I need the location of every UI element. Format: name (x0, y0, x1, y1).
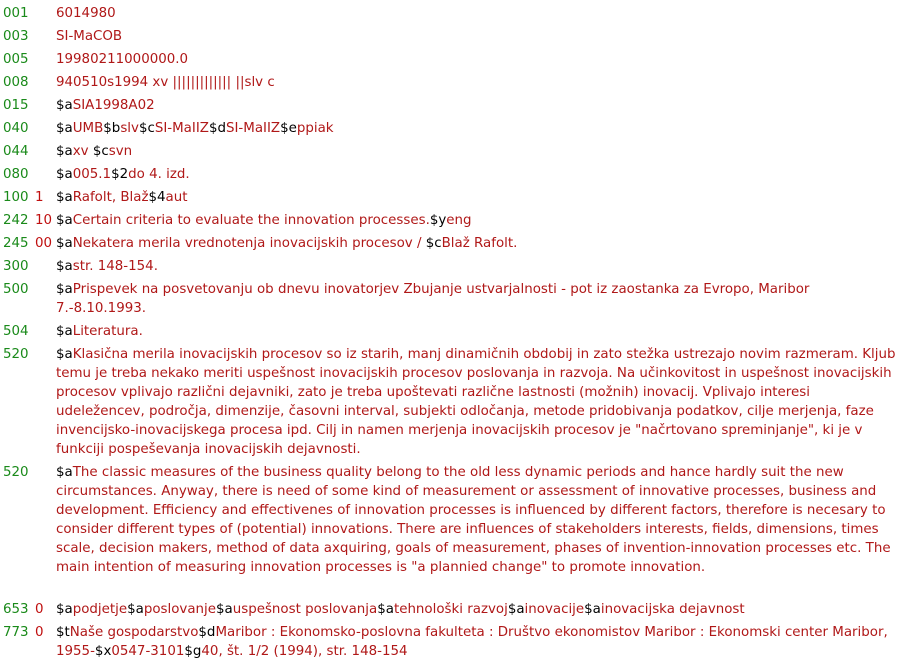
field-content (56, 234, 900, 253)
field-tag: 080 (3, 167, 29, 182)
field-content (56, 96, 900, 115)
field-content (56, 600, 900, 619)
field-tag: 504 (3, 324, 29, 339)
subfield-value: 6014980 (56, 6, 116, 21)
subfield-value: eng (446, 213, 472, 228)
subfield-value: Literatura. (72, 324, 143, 339)
subfield-value: The classic measures of the business quality belong to the old less dynamic periods and hance hardly suit the new circumstances. Anyway, there is need of some kind of measurement or assessment of innovative processes, business and development. Efficiency and effectivenes of innovation processes is influenced by different factors, therefore is necesary to consider different types of (potential) innovations. There are influences of stakeholders interests, fields, dimensions, times scale, decision makers, method of data axquiring, goals of measurement, phases of invention-innovation processes etc. The main intention of measuring innovation processes is "a plannied change" to promote innovation. (56, 465, 891, 576)
field-tag: 008 (3, 75, 29, 90)
subfield-value: SI-MaIIZ (225, 121, 281, 136)
field-tag: 520 (3, 347, 29, 362)
subfield-value: Prispevek na posvetovanju ob dnevu inovatorjev Zbujanje ustvarjalnosti - pot iz zaostanka za Evropo, Maribor 7.-8.10.1993. (56, 282, 810, 317)
field-content (56, 463, 900, 578)
subfield-code: $c (425, 236, 442, 251)
field-content (56, 73, 900, 92)
subfield-value: UMB (72, 121, 104, 136)
field-indicators: 0 (35, 625, 44, 640)
subfield-code: $4 (148, 190, 166, 205)
subfield-code: $b (103, 121, 121, 136)
subfield-value: Blaž Rafolt. (441, 236, 518, 251)
subfield-code: $a (56, 144, 73, 159)
subfield-value: aut (165, 190, 188, 205)
subfield-value: Certain criteria to evaluate the innovation processes. (72, 213, 430, 228)
subfield-code: $a (584, 602, 601, 617)
field-indicators: 1 (35, 190, 44, 205)
subfield-code: $a (56, 213, 73, 228)
subfield-value: str. 148-154. (72, 259, 158, 274)
field-content (56, 322, 900, 341)
subfield-code: $d (198, 625, 216, 640)
subfield-code: $a (56, 602, 73, 617)
subfield-value: 005.1 (72, 167, 112, 182)
field-content (56, 119, 900, 138)
subfield-value: tehnološki razvoj (393, 602, 508, 617)
field-tag: 001 (3, 6, 29, 21)
subfield-code: $a (56, 190, 73, 205)
field-tag: 005 (3, 52, 29, 67)
subfield-code: $c (138, 121, 155, 136)
subfield-code: $a (56, 465, 73, 480)
field-content (56, 165, 900, 184)
subfield-code: $g (184, 644, 202, 660)
subfield-code: $x (94, 644, 112, 660)
subfield-code: $a (507, 602, 525, 617)
subfield-code: $a (56, 324, 73, 339)
field-indicators: 0 (35, 602, 44, 617)
subfield-code: $t (56, 625, 70, 640)
subfield-value: Klasična merila inovacijskih procesov so iz starih, manj dinamičnih obdobij in zato stežka ustrezajo novim razmeram. Kljub temu je treba nekako meriti uspešnost inovacijskih procesov poslovanja in razvoja. Na učinkovitost in uspešnost inovacijskih procesov vplivajo različni dejavniki, zato je treba upoštevati različne lastnosti (možnih) inovacij. Vplivajo interesi udeležencev, področja, dimenzije, časovni interval, subjekti odločanja, metode pridobivanja podatkov, cilje merjenja, faze invencijsko-inovacijskega procesa ipd. Cilj in namen merjenja inovacijskih procesov je "načrtovano spreminjanje", ki je v funkciji pospeševanja inovacijskih dejavnosti. (56, 347, 896, 458)
field-tag: 245 (3, 236, 29, 251)
field-tag: 100 (3, 190, 29, 205)
subfield-code: $a (56, 167, 73, 182)
subfield-value: podjetje (72, 602, 128, 617)
subfield-value: Naše gospodarstvo (69, 625, 199, 640)
subfield-value: Nekatera merila vrednotenja inovacijskih procesov / (72, 236, 426, 251)
subfield-value: xv (72, 144, 93, 159)
subfield-value: Rafolt, Blaž (72, 190, 149, 205)
subfield-code: $a (56, 347, 73, 362)
field-tag: 500 (3, 282, 29, 297)
subfield-value: inovacije (524, 602, 585, 617)
subfield-code: $a (56, 121, 73, 136)
field-content (56, 257, 900, 276)
subfield-value: ppiak (296, 121, 334, 136)
subfield-value: 0547-3101 (111, 644, 185, 660)
subfield-value: uspešnost poslovanja (232, 602, 378, 617)
field-content (56, 27, 900, 46)
subfield-value: slv (120, 121, 139, 136)
field-indicators: 00 (35, 236, 53, 251)
subfield-code: $y (429, 213, 447, 228)
subfield-code: $a (216, 602, 233, 617)
subfield-code: $a (56, 98, 73, 113)
field-tag: 653 (3, 602, 29, 617)
field-content (56, 50, 900, 69)
field-content (56, 4, 900, 23)
subfield-value: SIA1998A02 (72, 98, 155, 113)
subfield-value: poslovanje (143, 602, 217, 617)
field-indicators: 10 (35, 213, 53, 228)
subfield-code: $a (56, 236, 73, 251)
field-content (56, 623, 900, 661)
subfield-value: SI-MaIIZ (154, 121, 209, 136)
subfield-value: 19980211000000.0 (56, 52, 189, 67)
subfield-value: svn (108, 144, 133, 159)
field-content (56, 345, 900, 460)
field-tag: 242 (3, 213, 29, 228)
field-content (56, 142, 900, 161)
field-content (56, 280, 900, 318)
subfield-code: $2 (111, 167, 129, 182)
field-tag: 773 (3, 625, 29, 640)
subfield-code: $e (280, 121, 297, 136)
subfield-value: inovacijska dejavnost (600, 602, 745, 617)
subfield-code: $c (92, 144, 109, 159)
field-tag: 300 (3, 259, 29, 274)
field-tag: 003 (3, 29, 29, 44)
subfield-value: SI-MaCOB (56, 29, 123, 44)
field-content (56, 211, 900, 230)
subfield-value: Maribor : Ekonomsko-poslovna fakulteta : Društvo ekonomistov Maribor : Ekonomski center Maribor, 1955- (56, 625, 888, 660)
subfield-value: 40, št. 1/2 (1994), str. 148-154 (201, 644, 408, 660)
subfield-code: $a (56, 282, 73, 297)
subfield-code: $a (377, 602, 394, 617)
subfield-code: $a (56, 259, 73, 274)
subfield-value: 940510s1994 xv ||||||||||||| ||slv c (56, 75, 275, 90)
subfield-value: do 4. izd. (128, 167, 190, 182)
field-tag: 044 (3, 144, 29, 159)
subfield-code: $d (208, 121, 226, 136)
field-tag: 040 (3, 121, 29, 136)
subfield-code: $a (127, 602, 144, 617)
field-tag: 015 (3, 98, 29, 113)
field-tag: 520 (3, 465, 29, 480)
field-content (56, 188, 900, 207)
